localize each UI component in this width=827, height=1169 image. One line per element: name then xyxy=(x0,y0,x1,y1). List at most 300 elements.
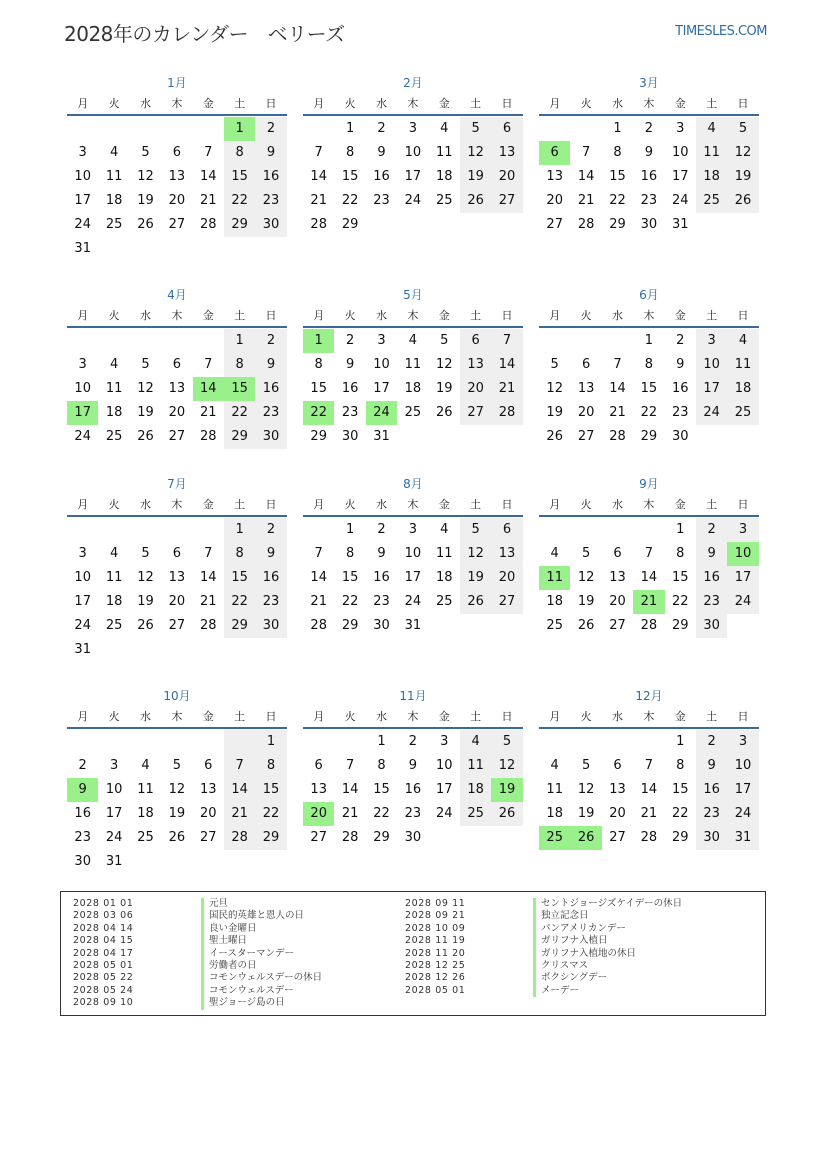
day-cell[interactable]: 16 xyxy=(404,782,422,797)
day-cell[interactable]: 26 xyxy=(137,618,154,633)
day-cell[interactable]: 23 xyxy=(696,590,727,614)
day-cell[interactable]: 16 xyxy=(373,570,390,585)
day-cell[interactable]: 24 xyxy=(74,429,91,444)
day-cell[interactable]: 28 xyxy=(199,429,217,444)
day-cell[interactable]: 4 xyxy=(440,522,449,537)
day-cell[interactable]: 22 xyxy=(373,806,390,821)
day-cell[interactable]: 27 xyxy=(310,830,327,845)
day-cell[interactable]: 2 xyxy=(345,333,355,348)
day-cell[interactable]: 22 xyxy=(341,193,359,208)
day-cell[interactable]: 3 xyxy=(78,357,87,372)
day-cell[interactable]: 17 xyxy=(404,169,422,184)
day-cell[interactable]: 18 xyxy=(435,169,453,184)
day-cell[interactable]: 25 xyxy=(105,618,123,633)
day-cell[interactable]: 11 xyxy=(105,570,123,585)
day-cell[interactable]: 28 xyxy=(640,618,658,633)
day-cell[interactable]: 4 xyxy=(109,357,119,372)
day-cell[interactable]: 5 xyxy=(727,117,758,141)
day-cell[interactable]: 25 xyxy=(137,830,154,845)
brand-link[interactable]: TIMESLES.COM xyxy=(675,24,767,39)
day-cell[interactable]: 13 xyxy=(168,381,186,396)
day-cell[interactable]: 14 xyxy=(341,782,359,797)
day-cell[interactable]: 23 xyxy=(255,189,286,213)
day-cell[interactable]: 29 xyxy=(224,425,255,449)
day-cell[interactable]: 2 xyxy=(255,518,286,542)
day-cell[interactable]: 12 xyxy=(460,542,491,566)
day-cell[interactable]: 13 xyxy=(199,782,217,797)
day-cell[interactable]: 7 xyxy=(314,546,323,561)
day-cell[interactable]: 9 xyxy=(696,754,727,778)
day-cell[interactable]: 23 xyxy=(74,830,91,845)
day-cell[interactable]: 16 xyxy=(255,165,286,189)
day-cell[interactable]: 16 xyxy=(255,377,286,401)
day-cell[interactable]: 5 xyxy=(440,333,449,348)
day-cell[interactable]: 17 xyxy=(727,566,758,590)
day-cell[interactable]: 27 xyxy=(168,217,186,232)
day-cell[interactable]: 18 xyxy=(137,806,154,821)
day-cell[interactable]: 31 xyxy=(74,241,91,256)
day-cell[interactable]: 16 xyxy=(341,381,359,396)
day-cell[interactable]: 11 xyxy=(105,381,123,396)
day-cell[interactable]: 7 xyxy=(345,758,355,773)
day-cell[interactable]: 26 xyxy=(460,189,491,213)
day-cell[interactable]: 5 xyxy=(172,758,181,773)
day-cell[interactable]: 22 xyxy=(303,401,334,425)
day-cell[interactable]: 19 xyxy=(546,405,563,420)
day-cell[interactable]: 3 xyxy=(408,121,417,136)
day-cell[interactable]: 16 xyxy=(696,778,727,802)
day-cell[interactable]: 17 xyxy=(435,782,453,797)
day-cell[interactable]: 27 xyxy=(491,189,522,213)
day-cell[interactable]: 3 xyxy=(408,522,417,537)
day-cell[interactable]: 8 xyxy=(224,542,255,566)
day-cell[interactable]: 19 xyxy=(727,165,758,189)
day-cell[interactable]: 19 xyxy=(168,806,186,821)
day-cell[interactable]: 26 xyxy=(137,429,154,444)
day-cell[interactable]: 24 xyxy=(404,594,422,609)
day-cell[interactable]: 7 xyxy=(204,546,213,561)
day-cell[interactable]: 2 xyxy=(377,522,386,537)
day-cell[interactable]: 28 xyxy=(310,618,327,633)
day-cell[interactable]: 27 xyxy=(199,830,217,845)
day-cell[interactable]: 1 xyxy=(676,522,685,537)
day-cell[interactable]: 14 xyxy=(199,169,217,184)
day-cell[interactable]: 19 xyxy=(460,165,491,189)
day-cell[interactable]: 25 xyxy=(105,429,123,444)
day-cell[interactable]: 6 xyxy=(539,141,570,165)
day-cell[interactable]: 1 xyxy=(676,734,685,749)
day-cell[interactable]: 16 xyxy=(671,381,689,396)
day-cell[interactable]: 25 xyxy=(460,802,491,826)
day-cell[interactable]: 8 xyxy=(644,357,653,372)
day-cell[interactable]: 28 xyxy=(577,217,595,232)
day-cell[interactable]: 11 xyxy=(727,353,758,377)
day-cell[interactable]: 13 xyxy=(460,353,491,377)
day-cell[interactable]: 16 xyxy=(74,806,91,821)
day-cell[interactable]: 15 xyxy=(671,570,689,585)
day-cell[interactable]: 19 xyxy=(460,566,491,590)
day-cell[interactable]: 16 xyxy=(640,169,658,184)
day-cell[interactable]: 1 xyxy=(255,730,286,754)
day-cell[interactable]: 10 xyxy=(671,145,689,160)
day-cell[interactable]: 31 xyxy=(727,826,758,850)
day-cell[interactable]: 27 xyxy=(460,401,491,425)
day-cell[interactable]: 14 xyxy=(491,353,522,377)
day-cell[interactable]: 23 xyxy=(255,590,286,614)
day-cell[interactable]: 20 xyxy=(460,377,491,401)
day-cell[interactable]: 20 xyxy=(546,193,563,208)
day-cell[interactable]: 28 xyxy=(199,217,217,232)
day-cell[interactable]: 6 xyxy=(581,357,591,372)
day-cell[interactable]: 8 xyxy=(676,758,685,773)
day-cell[interactable]: 15 xyxy=(310,381,327,396)
day-cell[interactable]: 24 xyxy=(74,618,91,633)
day-cell[interactable]: 23 xyxy=(255,401,286,425)
day-cell[interactable]: 6 xyxy=(460,329,491,353)
day-cell[interactable]: 30 xyxy=(74,854,91,869)
day-cell[interactable]: 21 xyxy=(491,377,522,401)
day-cell[interactable]: 14 xyxy=(577,169,595,184)
day-cell[interactable]: 6 xyxy=(613,546,622,561)
day-cell[interactable]: 30 xyxy=(255,213,286,237)
day-cell[interactable]: 12 xyxy=(577,782,595,797)
day-cell[interactable]: 24 xyxy=(105,830,123,845)
day-cell[interactable]: 17 xyxy=(671,169,689,184)
day-cell[interactable]: 17 xyxy=(696,377,727,401)
day-cell[interactable]: 7 xyxy=(491,329,522,353)
day-cell[interactable]: 29 xyxy=(255,826,286,850)
day-cell[interactable]: 30 xyxy=(404,830,422,845)
day-cell[interactable]: 10 xyxy=(435,758,453,773)
day-cell[interactable]: 2 xyxy=(676,333,685,348)
day-cell[interactable]: 24 xyxy=(696,401,727,425)
day-cell[interactable]: 18 xyxy=(460,778,491,802)
day-cell[interactable]: 11 xyxy=(105,169,123,184)
day-cell[interactable]: 16 xyxy=(255,566,286,590)
day-cell[interactable]: 15 xyxy=(609,169,626,184)
day-cell[interactable]: 5 xyxy=(581,546,591,561)
day-cell[interactable]: 4 xyxy=(440,121,449,136)
day-cell[interactable]: 27 xyxy=(609,618,626,633)
day-cell[interactable]: 7 xyxy=(644,758,653,773)
day-cell[interactable]: 2 xyxy=(78,758,87,773)
day-cell[interactable]: 26 xyxy=(570,826,601,850)
day-cell[interactable]: 11 xyxy=(539,566,570,590)
day-cell[interactable]: 7 xyxy=(204,145,213,160)
day-cell[interactable]: 7 xyxy=(613,357,622,372)
day-cell[interactable]: 4 xyxy=(696,117,727,141)
day-cell[interactable]: 9 xyxy=(255,353,286,377)
day-cell[interactable]: 28 xyxy=(224,826,255,850)
day-cell[interactable]: 21 xyxy=(341,806,359,821)
day-cell[interactable]: 31 xyxy=(373,429,390,444)
day-cell[interactable]: 21 xyxy=(224,802,255,826)
day-cell[interactable]: 22 xyxy=(255,802,286,826)
day-cell[interactable]: 13 xyxy=(491,141,522,165)
day-cell[interactable]: 25 xyxy=(727,401,758,425)
day-cell[interactable]: 24 xyxy=(727,590,758,614)
day-cell[interactable]: 30 xyxy=(373,618,390,633)
day-cell[interactable]: 10 xyxy=(373,357,390,372)
day-cell[interactable]: 13 xyxy=(609,570,626,585)
day-cell[interactable]: 11 xyxy=(696,141,727,165)
day-cell[interactable]: 29 xyxy=(373,830,390,845)
day-cell[interactable]: 14 xyxy=(199,570,217,585)
day-cell[interactable]: 30 xyxy=(696,826,727,850)
day-cell[interactable]: 1 xyxy=(303,329,334,353)
day-cell[interactable]: 19 xyxy=(491,778,522,802)
day-cell[interactable]: 30 xyxy=(640,217,658,232)
day-cell[interactable]: 6 xyxy=(204,758,213,773)
day-cell[interactable]: 4 xyxy=(408,333,417,348)
day-cell[interactable]: 5 xyxy=(491,730,522,754)
day-cell[interactable]: 28 xyxy=(491,401,522,425)
day-cell[interactable]: 5 xyxy=(141,145,150,160)
day-cell[interactable]: 20 xyxy=(168,405,186,420)
day-cell[interactable]: 26 xyxy=(435,405,453,420)
day-cell[interactable]: 11 xyxy=(137,782,154,797)
day-cell[interactable]: 16 xyxy=(696,566,727,590)
day-cell[interactable]: 25 xyxy=(435,594,453,609)
day-cell[interactable]: 22 xyxy=(341,594,359,609)
day-cell[interactable]: 8 xyxy=(377,758,386,773)
day-cell[interactable]: 23 xyxy=(341,405,359,420)
day-cell[interactable]: 26 xyxy=(168,830,186,845)
day-cell[interactable]: 30 xyxy=(671,429,689,444)
day-cell[interactable]: 22 xyxy=(671,594,689,609)
day-cell[interactable]: 13 xyxy=(609,782,626,797)
day-cell[interactable]: 6 xyxy=(314,758,323,773)
day-cell[interactable]: 27 xyxy=(577,429,595,444)
day-cell[interactable]: 2 xyxy=(696,730,727,754)
day-cell[interactable]: 20 xyxy=(491,165,522,189)
day-cell[interactable]: 17 xyxy=(74,193,91,208)
day-cell[interactable]: 13 xyxy=(546,169,563,184)
day-cell[interactable]: 28 xyxy=(609,429,626,444)
day-cell[interactable]: 13 xyxy=(168,169,186,184)
day-cell[interactable]: 24 xyxy=(366,401,397,425)
day-cell[interactable]: 27 xyxy=(491,590,522,614)
day-cell[interactable]: 27 xyxy=(168,618,186,633)
day-cell[interactable]: 7 xyxy=(581,145,591,160)
day-cell[interactable]: 6 xyxy=(172,357,181,372)
day-cell[interactable]: 26 xyxy=(546,429,563,444)
day-cell[interactable]: 29 xyxy=(671,830,689,845)
day-cell[interactable]: 26 xyxy=(727,189,758,213)
day-cell[interactable]: 23 xyxy=(404,806,422,821)
day-cell[interactable]: 30 xyxy=(341,429,359,444)
day-cell[interactable]: 14 xyxy=(640,782,658,797)
day-cell[interactable]: 13 xyxy=(577,381,595,396)
day-cell[interactable]: 9 xyxy=(644,145,653,160)
day-cell[interactable]: 25 xyxy=(435,193,453,208)
day-cell[interactable]: 29 xyxy=(640,429,658,444)
day-cell[interactable]: 17 xyxy=(67,401,98,425)
day-cell[interactable]: 12 xyxy=(168,782,186,797)
day-cell[interactable]: 8 xyxy=(314,357,323,372)
day-cell[interactable]: 21 xyxy=(199,405,217,420)
day-cell[interactable]: 22 xyxy=(609,193,626,208)
day-cell[interactable]: 25 xyxy=(404,405,422,420)
day-cell[interactable]: 11 xyxy=(546,782,563,797)
day-cell[interactable]: 17 xyxy=(74,594,91,609)
day-cell[interactable]: 9 xyxy=(255,542,286,566)
day-cell[interactable]: 4 xyxy=(550,546,559,561)
day-cell[interactable]: 29 xyxy=(609,217,626,232)
day-cell[interactable]: 20 xyxy=(168,594,186,609)
day-cell[interactable]: 10 xyxy=(696,353,727,377)
day-cell[interactable]: 17 xyxy=(404,570,422,585)
day-cell[interactable]: 3 xyxy=(78,145,87,160)
day-cell[interactable]: 31 xyxy=(671,217,689,232)
day-cell[interactable]: 12 xyxy=(727,141,758,165)
day-cell[interactable]: 11 xyxy=(404,357,422,372)
day-cell[interactable]: 28 xyxy=(640,830,658,845)
day-cell[interactable]: 14 xyxy=(609,381,626,396)
day-cell[interactable]: 23 xyxy=(696,802,727,826)
day-cell[interactable]: 2 xyxy=(255,329,286,353)
day-cell[interactable]: 3 xyxy=(109,758,119,773)
day-cell[interactable]: 2 xyxy=(644,121,653,136)
day-cell[interactable]: 7 xyxy=(314,145,323,160)
day-cell[interactable]: 5 xyxy=(141,546,150,561)
day-cell[interactable]: 12 xyxy=(137,381,154,396)
day-cell[interactable]: 20 xyxy=(577,405,595,420)
day-cell[interactable]: 31 xyxy=(105,854,123,869)
day-cell[interactable]: 13 xyxy=(491,542,522,566)
day-cell[interactable]: 29 xyxy=(341,618,359,633)
day-cell[interactable]: 7 xyxy=(204,357,213,372)
day-cell[interactable]: 23 xyxy=(671,405,689,420)
day-cell[interactable]: 23 xyxy=(640,193,658,208)
day-cell[interactable]: 21 xyxy=(199,193,217,208)
day-cell[interactable]: 1 xyxy=(224,518,255,542)
day-cell[interactable]: 15 xyxy=(341,570,359,585)
day-cell[interactable]: 19 xyxy=(435,381,453,396)
day-cell[interactable]: 8 xyxy=(345,546,355,561)
day-cell[interactable]: 15 xyxy=(341,169,359,184)
day-cell[interactable]: 17 xyxy=(727,778,758,802)
day-cell[interactable]: 3 xyxy=(696,329,727,353)
day-cell[interactable]: 24 xyxy=(435,806,453,821)
day-cell[interactable]: 20 xyxy=(303,802,334,826)
day-cell[interactable]: 25 xyxy=(696,189,727,213)
day-cell[interactable]: 5 xyxy=(460,518,491,542)
day-cell[interactable]: 21 xyxy=(310,594,327,609)
day-cell[interactable]: 9 xyxy=(67,778,98,802)
day-cell[interactable]: 29 xyxy=(341,217,359,232)
day-cell[interactable]: 18 xyxy=(696,165,727,189)
day-cell[interactable]: 29 xyxy=(671,618,689,633)
day-cell[interactable]: 2 xyxy=(408,734,417,749)
day-cell[interactable]: 22 xyxy=(224,590,255,614)
day-cell[interactable]: 30 xyxy=(696,614,727,638)
day-cell[interactable]: 23 xyxy=(373,594,390,609)
day-cell[interactable]: 6 xyxy=(172,145,181,160)
day-cell[interactable]: 15 xyxy=(224,377,255,401)
day-cell[interactable]: 14 xyxy=(193,377,224,401)
day-cell[interactable]: 25 xyxy=(539,826,570,850)
day-cell[interactable]: 27 xyxy=(168,429,186,444)
day-cell[interactable]: 8 xyxy=(613,145,622,160)
day-cell[interactable]: 19 xyxy=(577,806,595,821)
day-cell[interactable]: 9 xyxy=(676,357,685,372)
day-cell[interactable]: 31 xyxy=(404,618,422,633)
day-cell[interactable]: 3 xyxy=(727,730,758,754)
day-cell[interactable]: 20 xyxy=(491,566,522,590)
day-cell[interactable]: 8 xyxy=(345,145,355,160)
day-cell[interactable]: 8 xyxy=(676,546,685,561)
day-cell[interactable]: 12 xyxy=(577,570,595,585)
day-cell[interactable]: 10 xyxy=(74,169,91,184)
day-cell[interactable]: 4 xyxy=(141,758,150,773)
day-cell[interactable]: 1 xyxy=(224,329,255,353)
day-cell[interactable]: 18 xyxy=(105,594,123,609)
day-cell[interactable]: 7 xyxy=(224,754,255,778)
day-cell[interactable]: 18 xyxy=(105,405,123,420)
day-cell[interactable]: 3 xyxy=(727,518,758,542)
day-cell[interactable]: 9 xyxy=(377,546,386,561)
day-cell[interactable]: 12 xyxy=(546,381,563,396)
day-cell[interactable]: 22 xyxy=(640,405,658,420)
day-cell[interactable]: 20 xyxy=(199,806,217,821)
day-cell[interactable]: 6 xyxy=(491,117,522,141)
day-cell[interactable]: 1 xyxy=(613,121,622,136)
day-cell[interactable]: 11 xyxy=(435,145,453,160)
day-cell[interactable]: 12 xyxy=(460,141,491,165)
day-cell[interactable]: 1 xyxy=(345,522,355,537)
day-cell[interactable]: 29 xyxy=(224,213,255,237)
day-cell[interactable]: 17 xyxy=(373,381,390,396)
day-cell[interactable]: 10 xyxy=(105,782,123,797)
day-cell[interactable]: 3 xyxy=(377,333,386,348)
day-cell[interactable]: 21 xyxy=(640,806,658,821)
day-cell[interactable]: 4 xyxy=(550,758,559,773)
day-cell[interactable]: 6 xyxy=(172,546,181,561)
day-cell[interactable]: 19 xyxy=(137,594,154,609)
day-cell[interactable]: 28 xyxy=(341,830,359,845)
day-cell[interactable]: 18 xyxy=(435,570,453,585)
day-cell[interactable]: 20 xyxy=(609,594,626,609)
day-cell[interactable]: 5 xyxy=(550,357,559,372)
day-cell[interactable]: 29 xyxy=(310,429,327,444)
day-cell[interactable]: 9 xyxy=(377,145,386,160)
day-cell[interactable]: 18 xyxy=(546,806,563,821)
day-cell[interactable]: 4 xyxy=(109,546,119,561)
day-cell[interactable]: 4 xyxy=(460,730,491,754)
day-cell[interactable]: 23 xyxy=(373,193,390,208)
day-cell[interactable]: 31 xyxy=(74,642,91,657)
day-cell[interactable]: 28 xyxy=(310,217,327,232)
day-cell[interactable]: 18 xyxy=(105,193,123,208)
day-cell[interactable]: 10 xyxy=(74,570,91,585)
day-cell[interactable]: 18 xyxy=(546,594,563,609)
day-cell[interactable]: 19 xyxy=(137,405,154,420)
day-cell[interactable]: 26 xyxy=(577,618,595,633)
day-cell[interactable]: 12 xyxy=(137,570,154,585)
day-cell[interactable]: 15 xyxy=(224,566,255,590)
day-cell[interactable]: 15 xyxy=(671,782,689,797)
day-cell[interactable]: 11 xyxy=(435,546,453,561)
day-cell[interactable]: 4 xyxy=(727,329,758,353)
day-cell[interactable]: 3 xyxy=(78,546,87,561)
day-cell[interactable]: 6 xyxy=(613,758,622,773)
day-cell[interactable]: 27 xyxy=(609,830,626,845)
day-cell[interactable]: 14 xyxy=(310,169,327,184)
day-cell[interactable]: 14 xyxy=(224,778,255,802)
day-cell[interactable]: 5 xyxy=(460,117,491,141)
day-cell[interactable]: 8 xyxy=(255,754,286,778)
